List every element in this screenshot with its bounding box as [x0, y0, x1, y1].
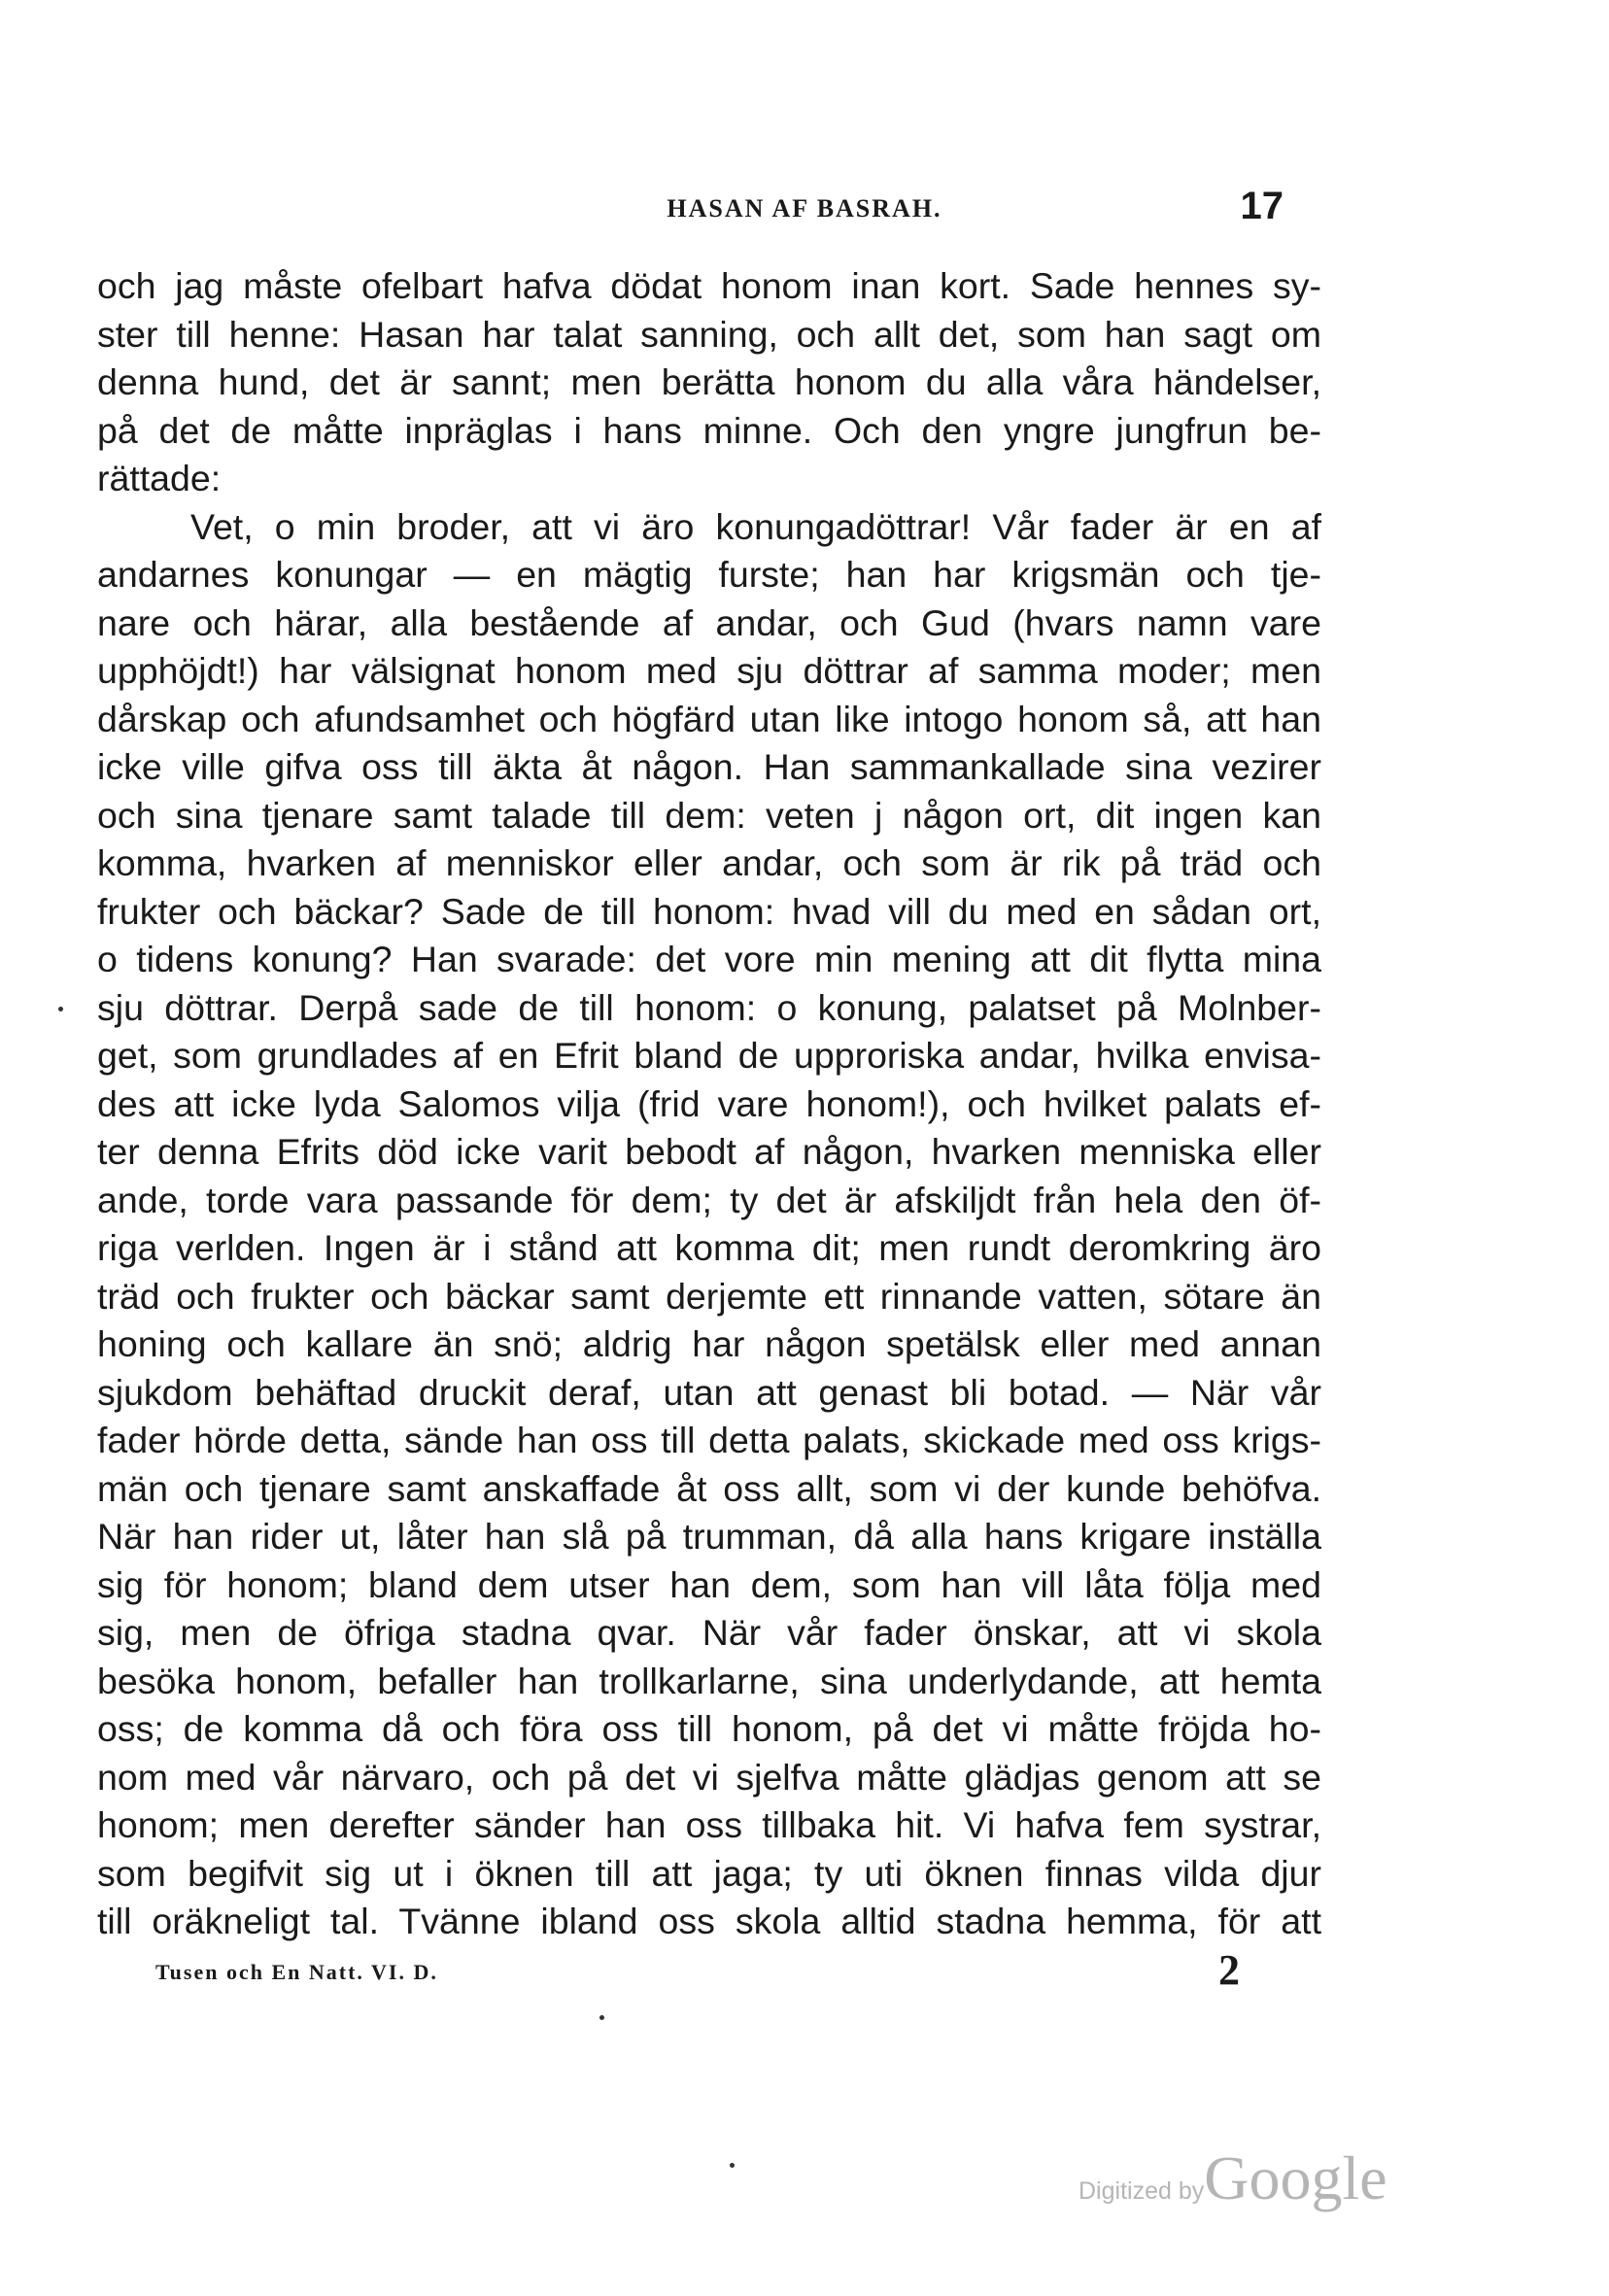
text-line: ande, torde vara passande för dem; ty det är afskiljdt från hela den öf- — [97, 1179, 1321, 1220]
text-line: riga verlden. Ingen är i stånd att komma dit; men rundt deromkring äro — [97, 1227, 1321, 1268]
text-line: ter denna Efrits död icke varit bebodt af någon, hvarken menniska eller — [97, 1131, 1321, 1172]
text-line: nare och härar, alla bestående af andar, och Gud (hvars namn vare — [97, 601, 1321, 643]
text-line: besöka honom, befaller han trollkarlarne, sina underlydande, att hemta — [97, 1660, 1321, 1701]
text-line: frukter och bäckar? Sade de till honom: hvad vill du med en sådan ort, — [97, 890, 1321, 932]
running-head — [0, 185, 1609, 233]
text-line: honing och kallare än snö; aldrig har någon spetälsk eller med annan — [97, 1323, 1321, 1364]
scan-speck — [599, 2015, 604, 2020]
text-line: träd och frukter och bäckar samt derjemte ett rinnande vatten, sötare än — [97, 1275, 1321, 1317]
body-text — [97, 262, 1321, 1946]
text-line: sig för honom; bland dem utser han dem, som han vill låta följa med — [97, 1563, 1321, 1605]
text-line: upphöjdt!) har välsignat honom med sju döttrar af samma moder; men — [97, 650, 1321, 691]
scan-speck — [58, 1007, 63, 1011]
text-line: När han rider ut, låter han slå på trumman, då alla hans krigare inställa — [97, 1516, 1321, 1557]
text-line: get, som grundlades af en Efrit bland de upproriska andar, hvilka envisa- — [97, 1035, 1321, 1076]
text-line: nom med vår närvaro, och på det vi sjelfva måtte glädjas genom att se — [97, 1756, 1321, 1798]
text-line: fader hörde detta, sände han oss till detta palats, skickade med oss krigs- — [97, 1420, 1321, 1460]
text-line: och sina tjenare samt talade till dem: veten j någon ort, dit ingen kan — [97, 794, 1321, 836]
text-line: komma, hvarken af menniskor eller andar, och som är rik på träd och — [97, 842, 1321, 883]
digitized-watermark — [1078, 2142, 1387, 2214]
text-line: denna hund, det är sannt; men berätta honom du alla våra händelser, — [97, 361, 1321, 402]
text-line: icke ville gifva oss till äkta åt någon. Han sammankallade sina vezirer — [97, 746, 1321, 787]
page-number: 17 — [1240, 185, 1284, 227]
text-line: som begifvit sig ut i öknen till att jaga; ty uti öknen finnas vilda djur — [97, 1852, 1321, 1894]
scan-speck — [730, 2163, 735, 2168]
running-title: HASAN AF BASRAH. — [667, 194, 942, 223]
watermark-logo: Google — [1204, 2143, 1387, 2212]
text-line: på det de måtte inpräglas i hans minne. Och den yngre jungfrun be- — [97, 409, 1321, 451]
text-line: Vet, o min broder, att vi äro konungadöttrar! Vår fader är en af — [190, 505, 1321, 547]
text-line: dårskap och afundsamhet och högfärd utan like intogo honom så, att han — [97, 698, 1321, 739]
footer-sheet-number: 2 — [1218, 1946, 1240, 1994]
text-line: oss; de komma då och föra oss till honom, på det vi måtte fröjda ho- — [97, 1708, 1321, 1749]
footer-signature: Tusen och En Natt. VI. D. — [155, 1960, 438, 1984]
text-line: andarnes konungar — en mägtig furste; han har krigsmän och tje- — [97, 554, 1321, 595]
text-line: rättade: — [97, 458, 222, 498]
text-line: sju döttrar. Derpå sade de till honom: o konung, palatset på Molnber- — [97, 986, 1321, 1028]
text-line: ster till henne: Hasan har talat sanning, och allt det, som han sagt om — [97, 313, 1321, 355]
text-line: des att icke lyda Salomos vilja (frid vare honom!), och hvilket palats ef- — [97, 1082, 1321, 1124]
watermark-small-text: Digitized by — [1078, 2177, 1205, 2205]
text-line: och jag måste ofelbart hafva dödat honom inan kort. Sade hennes sy- — [97, 265, 1321, 306]
text-line: till oräkneligt tal. Tvänne ibland oss skola alltid stadna hemma, för att — [97, 1901, 1321, 1941]
text-line: sig, men de öfriga stadna qvar. När vår fader önskar, att vi skola — [97, 1612, 1321, 1653]
text-line: sjukdom behäftad druckit deraf, utan att genast bli botad. — När vår — [97, 1371, 1321, 1413]
text-line: o tidens konung? Han svarade: det vore min mening att dit flytta mina — [97, 939, 1321, 979]
text-line: män och tjenare samt anskaffade åt oss allt, som vi der kunde behöfva. — [97, 1467, 1321, 1509]
text-line: honom; men derefter sänder han oss tillbaka hit. Vi hafva fem systrar, — [97, 1804, 1321, 1845]
